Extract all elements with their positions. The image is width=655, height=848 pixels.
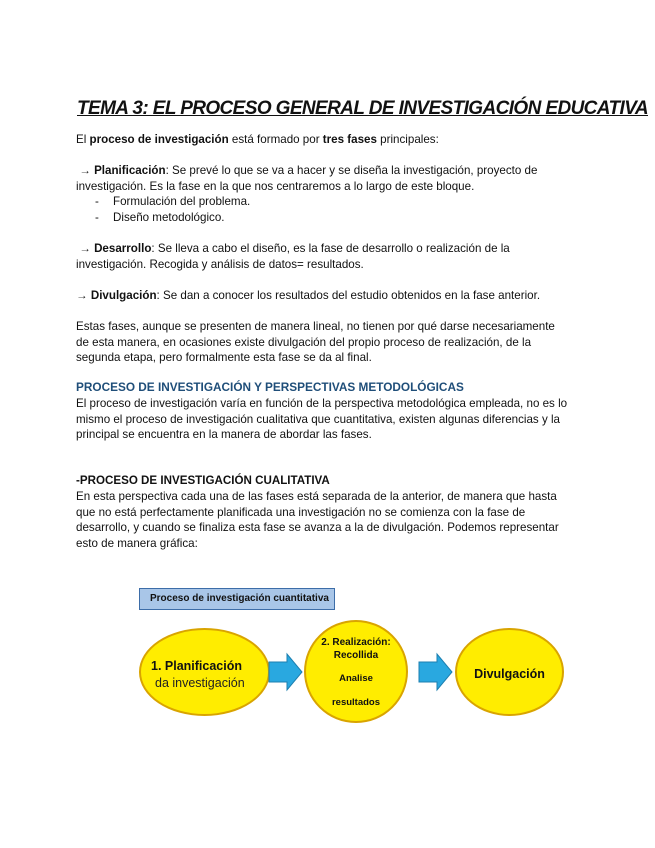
list-item: - Formulación del problema. <box>95 195 251 208</box>
section-heading: PROCESO DE INVESTIGACIÓN Y PERSPECTIVAS METODOLÓGICAS <box>76 380 464 394</box>
phase1-ellipse: 1. Planificación da investigación <box>139 628 270 716</box>
diagram-title: Proceso de investigación cuantitativa <box>139 588 335 610</box>
planificacion-list <box>95 194 250 225</box>
sub-heading: -PROCESO DE INVESTIGACIÓN CUALITATIVA <box>76 474 330 487</box>
intro-paragraph: El proceso de investigación está formado por tres fases principales: <box>76 133 439 146</box>
phase-divulgacion: → Divulgación: Se dan a conocer los resultados del estudio obtenidos en la fase anterior. <box>76 289 541 302</box>
phase-label: Desarrollo <box>94 242 152 255</box>
sub-paragraph: En esta perspectiva cada una de las fases está separada de la anterior, de manera que hasta que no está perfectamente planificada una investigación no se comienza con la fase de desarrollo, y cuando se finaliza esta fase se avanza a la de divulgación. Podemos representar esto de manera gráfica: <box>76 490 559 550</box>
phase-planificacion: → Planificación: Se prevé lo que se va a hacer y se diseña la investigación, proyecto de investigación. Es la fase en la que nos centraremos a lo largo de este bloque. <box>76 164 538 193</box>
phases-paragraph: Estas fases, aunque se presenten de manera lineal, no tienen por qué darse necesariamente de esta manera, en ocasiones existe divulgación del propio proceso de realización, de la segunda etapa, pero formalmente esta fase se da al final. <box>76 320 555 364</box>
phase-desarrollo: → Desarrollo: Se lleva a cabo el diseño, es la fase de desarrollo o realización de la investigación. Recogida y análisis de datos= resultados. <box>76 242 510 271</box>
phase2-ellipse: 2. Realización: Recollida Analise resultados <box>304 620 408 723</box>
phase-label: Planificación <box>94 164 166 177</box>
phase3-ellipse: Divulgación <box>455 628 564 716</box>
list-item: - Diseño metodológico. <box>95 210 225 224</box>
section-paragraph: El proceso de investigación varía en función de la perspectiva metodológica empleada, no es lo mismo el proceso de investigación cualitativa que cuantitativa, existen algunas diferencias y la principal se encuentra en la manera de abordar las fases. <box>76 397 568 441</box>
arrow-right-icon <box>268 652 304 692</box>
arrow-right-icon <box>418 652 454 692</box>
page-title: TEMA 3: EL PROCESO GENERAL DE INVESTIGACIÓN EDUCATIVA <box>77 98 648 119</box>
phase-label: Divulgación <box>90 289 157 302</box>
